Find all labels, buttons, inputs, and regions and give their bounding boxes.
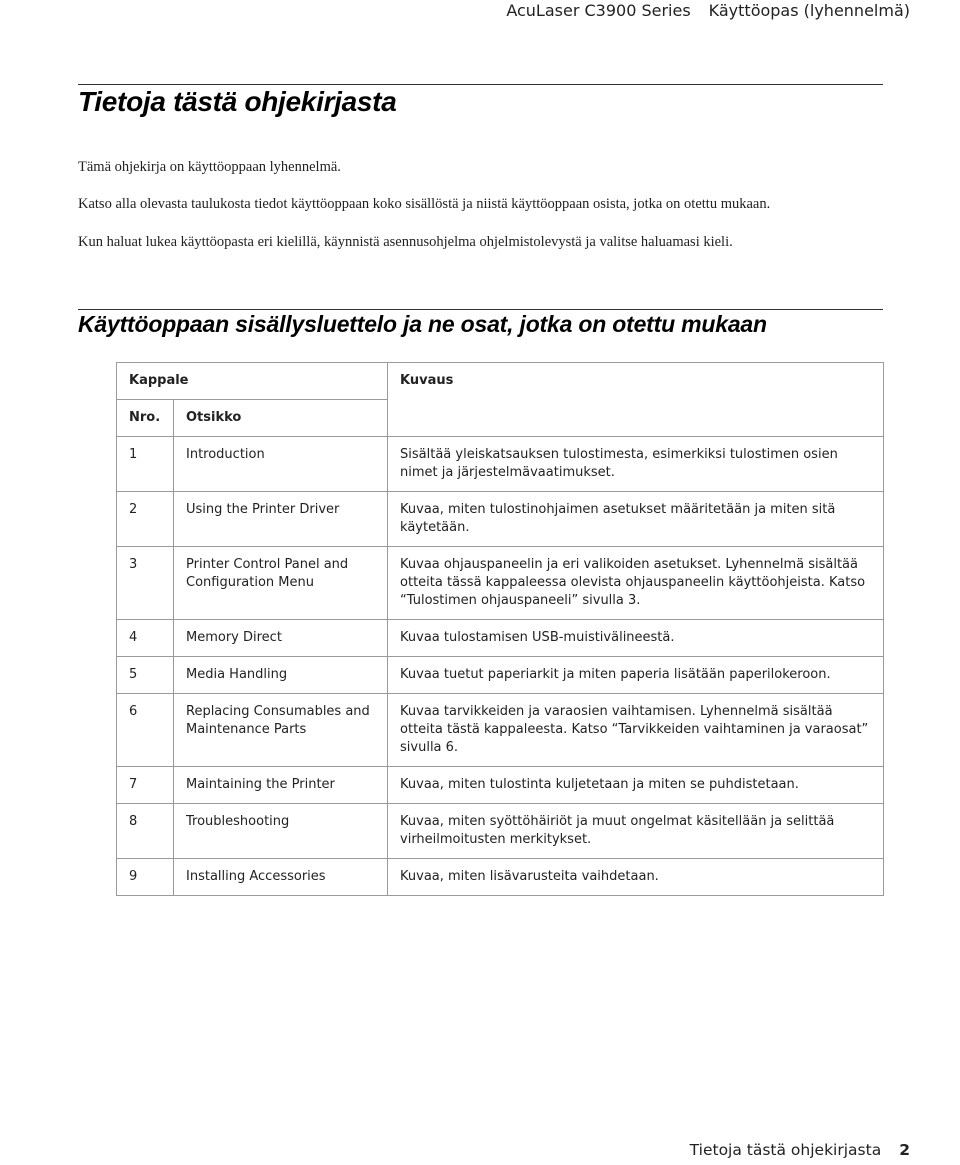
header-title: Otsikko <box>174 400 388 437</box>
page-footer <box>690 1141 910 1159</box>
row-description: Kuvaa tarvikkeiden ja varaosien vaihtamisen. Lyhennelmä sisältää otteita tästä kappaleesta. Katso “Tarvikkeiden vaihtaminen ja varaosat” sivulla 6. <box>388 694 884 767</box>
row-number: 8 <box>117 804 174 859</box>
row-number: 6 <box>117 694 174 767</box>
row-title: Printer Control Panel and Configuration Menu <box>174 547 388 620</box>
page-number: 2 <box>899 1141 910 1159</box>
row-description: Kuvaa tuetut paperiarkit ja miten paperia lisätään paperilokeroon. <box>388 657 884 694</box>
subsection-title: Käyttöoppaan sisällysluettelo ja ne osat, jotka on otettu mukaan <box>78 311 767 337</box>
row-number: 9 <box>117 859 174 896</box>
row-description: Kuvaa, miten tulostinohjaimen asetukset määritetään ja miten sitä käytetään. <box>388 492 884 547</box>
table-row <box>117 620 884 657</box>
header-number: Nro. <box>117 400 174 437</box>
row-title: Using the Printer Driver <box>174 492 388 547</box>
row-description: Kuvaa, miten lisävarusteita vaihdetaan. <box>388 859 884 896</box>
row-number: 7 <box>117 767 174 804</box>
table-reference-paragraph: Katso alla olevasta taulukosta tiedot käyttöoppaan koko sisällöstä ja niistä käyttöoppaan osista, jotka on otettu mukaan. <box>78 196 771 212</box>
row-number: 2 <box>117 492 174 547</box>
table-row <box>117 547 884 620</box>
row-title: Maintaining the Printer <box>174 767 388 804</box>
row-title: Replacing Consumables and Maintenance Parts <box>174 694 388 767</box>
table-row <box>117 804 884 859</box>
table-row <box>117 767 884 804</box>
header-product-name: AcuLaser C3900 Series <box>506 1 691 20</box>
section-rule <box>78 84 883 85</box>
table-row <box>117 492 884 547</box>
row-number: 4 <box>117 620 174 657</box>
row-title: Introduction <box>174 437 388 492</box>
table-row <box>117 694 884 767</box>
row-number: 5 <box>117 657 174 694</box>
row-title: Media Handling <box>174 657 388 694</box>
row-number: 1 <box>117 437 174 492</box>
table-row <box>117 437 884 492</box>
footer-section-title: Tietoja tästä ohjekirjasta <box>689 1141 882 1159</box>
row-description: Kuvaa tulostamisen USB-muistivälineestä. <box>388 620 884 657</box>
row-description: Sisältää yleiskatsauksen tulostimesta, esimerkiksi tulostimen osien nimet ja järjestelmävaatimukset. <box>388 437 884 492</box>
row-description: Kuvaa, miten tulostinta kuljetetaan ja miten se puhdistetaan. <box>388 767 884 804</box>
row-description: Kuvaa ohjauspaneelin ja eri valikoiden asetukset. Lyhennelmä sisältää otteita tässä kappaleessa olevista ohjauspaneelin käyttöohjeista. Katso “Tulostimen ohjauspaneeli” sivulla 3. <box>388 547 884 620</box>
table-row <box>117 657 884 694</box>
header-manual-title: Käyttöopas (lyhennelmä) <box>708 1 910 20</box>
header-description: Kuvaus <box>388 363 884 437</box>
row-title: Troubleshooting <box>174 804 388 859</box>
section-title: Tietoja tästä ohjekirjasta <box>78 86 397 117</box>
table-row <box>117 859 884 896</box>
row-title: Installing Accessories <box>174 859 388 896</box>
row-title: Memory Direct <box>174 620 388 657</box>
row-description: Kuvaa, miten syöttöhäiriöt ja muut ongelmat käsitellään ja selittää virheilmoitusten merkitykset. <box>388 804 884 859</box>
intro-paragraph: Tämä ohjekirja on käyttöoppaan lyhennelmä. <box>78 159 341 175</box>
row-number: 3 <box>117 547 174 620</box>
language-paragraph: Kun haluat lukea käyttöopasta eri kielillä, käynnistä asennusohjelma ohjelmistolevystä ja valitse haluamasi kieli. <box>78 234 733 250</box>
subsection-rule <box>78 309 883 310</box>
header-chapter: Kappale <box>117 363 388 400</box>
table-header-row <box>117 363 884 400</box>
running-header <box>506 0 910 22</box>
contents-table <box>116 362 884 896</box>
